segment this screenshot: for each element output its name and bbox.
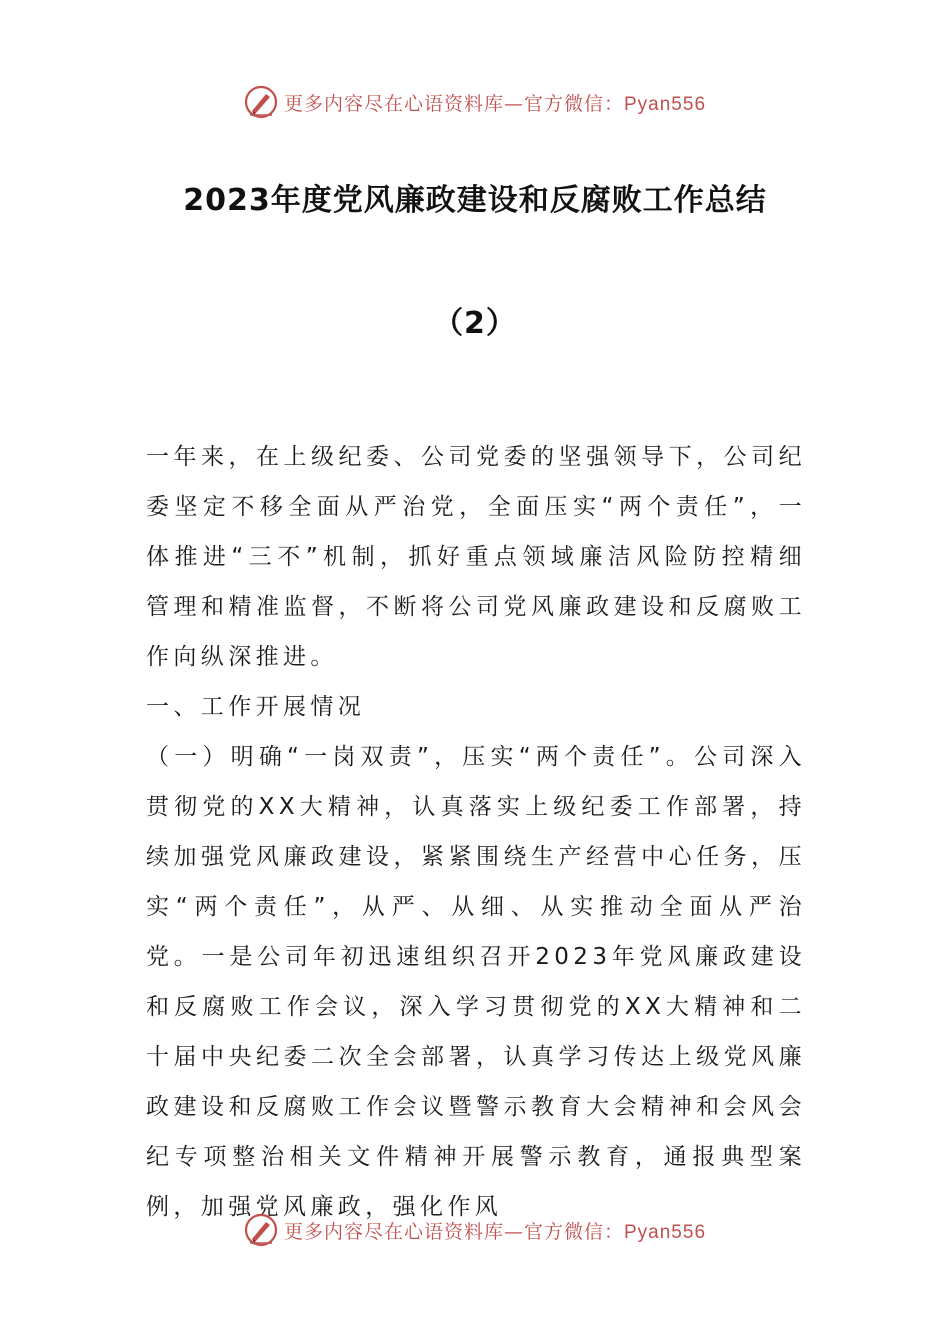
document-subtitle: （2）: [433, 306, 517, 341]
footer-banner-text: 更多内容尽在心语资料库—官方微信：Pyan556: [283, 1220, 707, 1243]
paragraph-intro: 一年来，在上级纪委、公司党委的坚强领导下，公司纪委坚定不移全面从严治党，全面压实“两个责任”，一体推进“三不”机制，抓好重点领域廉洁风险防控精细管理和精准监督，不断将公司党风廉政建设和反腐败工作向纵深推进。: [146, 444, 806, 670]
footer-banner: [0, 1208, 950, 1252]
pen-logo-icon: [244, 85, 278, 119]
document-title: 2023年度党风廉政建设和反腐败工作总结: [183, 183, 767, 218]
footer-wechat-id: Pyan556: [624, 1221, 707, 1243]
header-banner: [0, 80, 950, 124]
section-heading: 一、工作开展情况: [146, 694, 366, 720]
header-wechat-id: Pyan556: [624, 93, 707, 115]
document-body: [146, 432, 806, 1232]
pen-logo-icon: [244, 1213, 278, 1247]
header-banner-text: 更多内容尽在心语资料库—官方微信：Pyan556: [283, 92, 707, 115]
paragraph-section-1: （一）明确“一岗双责”，压实“两个责任”。公司深入贯彻党的XX大精神，认真落实上级纪委工作部署，持续加强党风廉政建设，紧紧围绕生产经营中心任务，压实“两个责任”，从严、从细、从实推动全面从严治党。一是公司年初迅速组织召开2023年党风廉政建设和反腐败工作会议，深入学习贯彻党的XX大精神和二十届中央纪委二次全会部署，认真学习传达上级党风廉政建设和反腐败工作会议暨警示教育大会精神和会风会纪专项整治相关文件精神开展警示教育，通报典型案例，加强党风廉政，强化作风: [146, 744, 806, 1220]
